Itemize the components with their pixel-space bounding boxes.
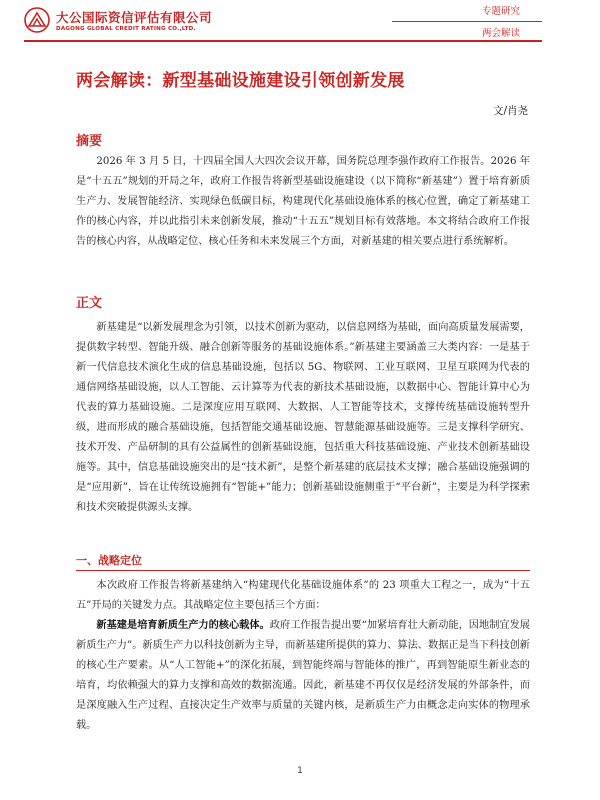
header-divider bbox=[392, 21, 542, 22]
point1-lead: 新基建是培育新质生产力的核心载体。 bbox=[96, 620, 270, 631]
body-heading: 正文 bbox=[76, 296, 103, 311]
report-type-label: 专题研究 bbox=[482, 6, 521, 17]
report-topic-label: 两会解读 bbox=[482, 28, 521, 39]
page-number: 1 bbox=[297, 766, 303, 776]
dagong-logo-icon bbox=[24, 7, 50, 33]
document-title: 两会解读：新型基础设施建设引领创新发展 bbox=[76, 71, 405, 91]
company-name-en: DAGONG GLOBAL CREDIT RATING CO.,LTD. bbox=[56, 26, 196, 32]
company-name-cn: 大公国际资信评估有限公司 bbox=[56, 10, 213, 25]
page-header bbox=[0, 0, 600, 46]
author-byline: 文/肖尧 bbox=[492, 105, 528, 117]
point1-text: 政府工作报告提出要“加紧培育壮大新动能，因地制宜发展新质生产力”。新质生产力以科技创新为主导，而新基建所提供的算力、算法、数据正是当下科技创新的核心生产要素。从“人工智能+”的深化拓展，到智能终端与智能体的推广，再到智能原生新业态的培育，均依赖强大的算力支撑和高效的数据流通。因此，新基建不再仅仅是经济发展的外部条件，而是深度融入生产过程、直接决定生产效率与质量的关键内核，是新质生产力由概念走向实体的物理承载。 bbox=[76, 620, 530, 731]
abstract-heading: 摘要 bbox=[76, 134, 103, 149]
section-strategic-positioning-heading: 一、战略定位 bbox=[76, 554, 142, 567]
section-heading-rule bbox=[76, 570, 530, 571]
section1-intro-paragraph: 本次政府工作报告将新基建纳入“构建现代化基础设施体系”的 23 项重大工程之一，成为“十五五”开局的关键发力点。其战略定位主要包括三个方面： bbox=[76, 580, 530, 611]
abstract-paragraph: 2026 年 3 月 5 日，十四届全国人大四次会议开幕，国务院总理李强作政府工作报告。2026 年是“十五五”规划的开局之年，政府工作报告将新型基础设施建设（以下简称“新基建”）置于培育新质生产力、发展智能经济、实现绿色低碳目标，构建现代化基础设施体系的核心位置，确定了新基建工作的核心内容，并以此指引未来创新发展，推动“十五五”规划目标有效落地。本文将结合政府工作报告的核心内容，从战略定位、核心任务和未来发展三个方面，对新基建的相关要点进行系统解析。 bbox=[76, 156, 530, 247]
section1-point1-paragraph bbox=[76, 616, 530, 736]
header-bottom-rule bbox=[24, 40, 542, 42]
body-paragraph: 新基建是“以新发展理念为引领，以技术创新为驱动，以信息网络为基础，面向高质量发展需要，提供数字转型、智能升级、融合创新等服务的基础设施体系。”新基建主要涵盖三大类内容：一是基于新一代信息技术演化生成的信息基础设施，包括以 5G、物联网、工业互联网、卫星互联网为代表的通信网络基础设施，以人工智能、云计算等为代表的新技术基础设施，以数据中心、智能计算中心为代表的算力基础设施。二是深度应用互联网、大数据、人工智能等技术，支撑传统基础设施转型升级，进而形成的融合基础设施，包括智能交通基础设施、智慧能源基础设施等。三是支撑科学研究、技术开发、产品研制的具有公益属性的创新基础设施，包括重大科技基础设施、产业技术创新基础设施等。其中，信息基础设施突出的是“技术新”，是整个新基建的底层技术支撑；融合基础设施强调的是“应用新”，旨在让传统设施拥有“智能+”能力；创新基础设施侧重于“平台新”，主要是为科学探索和技术突破提供源头支撑。 bbox=[76, 322, 530, 513]
